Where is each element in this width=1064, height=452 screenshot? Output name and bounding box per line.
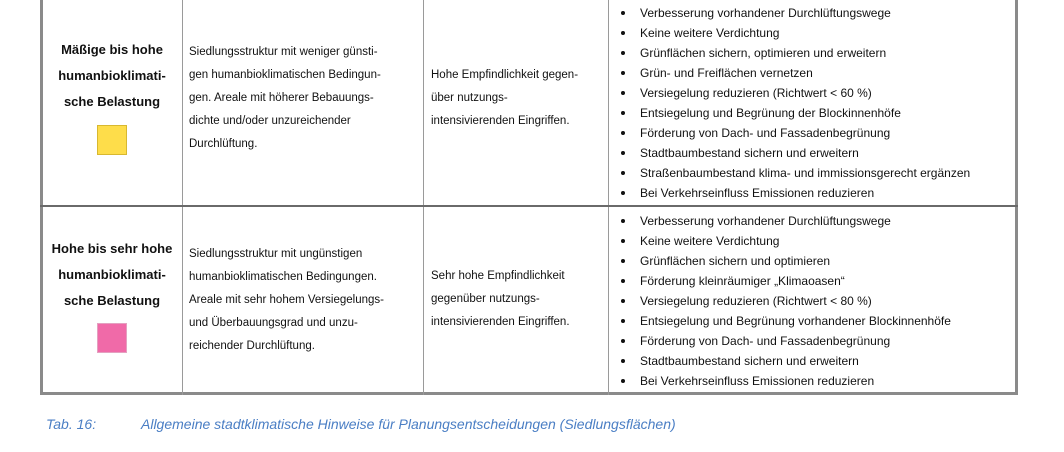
description-line: und Überbauungsgrad und unzu-: [189, 317, 358, 329]
list-item: Bei Verkehrseinfluss Emissionen reduzieren: [608, 183, 970, 203]
category-line: humanbioklimati-: [58, 68, 166, 83]
sensitivity-line: intensivierenden Eingriffen.: [431, 316, 570, 328]
list-item: Bei Verkehrseinfluss Emissionen reduzieren: [608, 371, 951, 391]
list-item: Förderung von Dach- und Fassadenbegrünung: [608, 123, 970, 143]
category-line: Hohe bis sehr hohe: [51, 241, 173, 256]
list-item: Stadtbaumbestand sichern und erweitern: [608, 143, 970, 163]
list-item: Förderung kleinräumiger „Klimaoasen“: [608, 271, 951, 291]
sensitivity-line: intensivierenden Eingriffen.: [431, 115, 570, 127]
list-item: Grünflächen sichern, optimieren und erweitern: [608, 43, 970, 63]
category-line: Mäßige bis hohe: [61, 42, 163, 57]
row-divider: [40, 205, 1018, 207]
description-line: gen. Areale mit höherer Bebauungs-: [189, 92, 374, 104]
pink-color-swatch: [97, 323, 127, 353]
list-item: Entsiegelung und Begrünung der Blockinnenhöfe: [608, 103, 970, 123]
list-item: Grünflächen sichern und optimieren: [608, 251, 951, 271]
list-item: Förderung von Dach- und Fassadenbegrünung: [608, 331, 951, 351]
list-item: Entsiegelung und Begrünung vorhandener Blockinnenhöfe: [608, 311, 951, 331]
list-item: Keine weitere Verdichtung: [608, 23, 970, 43]
column-divider: [182, 0, 183, 395]
description-line: Siedlungsstruktur mit weniger günsti-: [189, 46, 378, 58]
list-item: Stadtbaumbestand sichern und erweitern: [608, 351, 951, 371]
sensitivity-line: Sehr hohe Empfindlichkeit: [431, 270, 565, 282]
row-category: [42, 236, 182, 314]
yellow-color-swatch: [97, 125, 127, 155]
sensitivity-line: gegenüber nutzungs-: [431, 293, 540, 305]
description-line: humanbioklimatischen Bedingungen.: [189, 271, 377, 283]
category-line: humanbioklimati-: [58, 267, 166, 282]
description-line: Areale mit sehr hohem Versiegelungs-: [189, 294, 384, 306]
row-description: [189, 243, 384, 358]
list-item: Keine weitere Verdichtung: [608, 231, 951, 251]
category-line: sche Belastung: [63, 94, 161, 109]
column-divider: [423, 0, 424, 395]
sensitivity-line: über nutzungs-: [431, 92, 508, 104]
list-item: Verbesserung vorhandener Durchlüftungswege: [608, 3, 970, 23]
row-sensitivity: [431, 265, 570, 334]
list-item: Grün- und Freiflächen vernetzen: [608, 63, 970, 83]
list-item: Versiegelung reduzieren (Richtwert < 60 %): [608, 83, 970, 103]
row-description: [189, 41, 381, 156]
description-line: Durchlüftung.: [189, 138, 258, 150]
row-sensitivity: [431, 64, 578, 133]
category-line: sche Belastung: [63, 293, 161, 308]
list-item: Straßenbaumbestand klima- und immissionsgerecht ergänzen: [608, 163, 970, 183]
measures-list: [608, 211, 951, 391]
description-line: Siedlungsstruktur mit ungünstigen: [189, 248, 363, 260]
caption-number: Tab. 16:: [46, 416, 97, 432]
sensitivity-line: Hohe Empfindlichkeit gegen-: [431, 69, 579, 81]
description-line: dichte und/oder unzureichender: [189, 115, 351, 127]
description-line: reichender Durchlüftung.: [189, 340, 315, 352]
list-item: Verbesserung vorhandener Durchlüftungswege: [608, 211, 951, 231]
caption-text: Allgemeine stadtklimatische Hinweise für Planungsentscheidungen (Siedlungsflächen): [141, 416, 676, 432]
measures-list: [608, 3, 970, 203]
row-category: [42, 37, 182, 115]
description-line: gen humanbioklimatischen Bedingun-: [189, 69, 381, 81]
list-item: Versiegelung reduzieren (Richtwert < 80 %): [608, 291, 951, 311]
